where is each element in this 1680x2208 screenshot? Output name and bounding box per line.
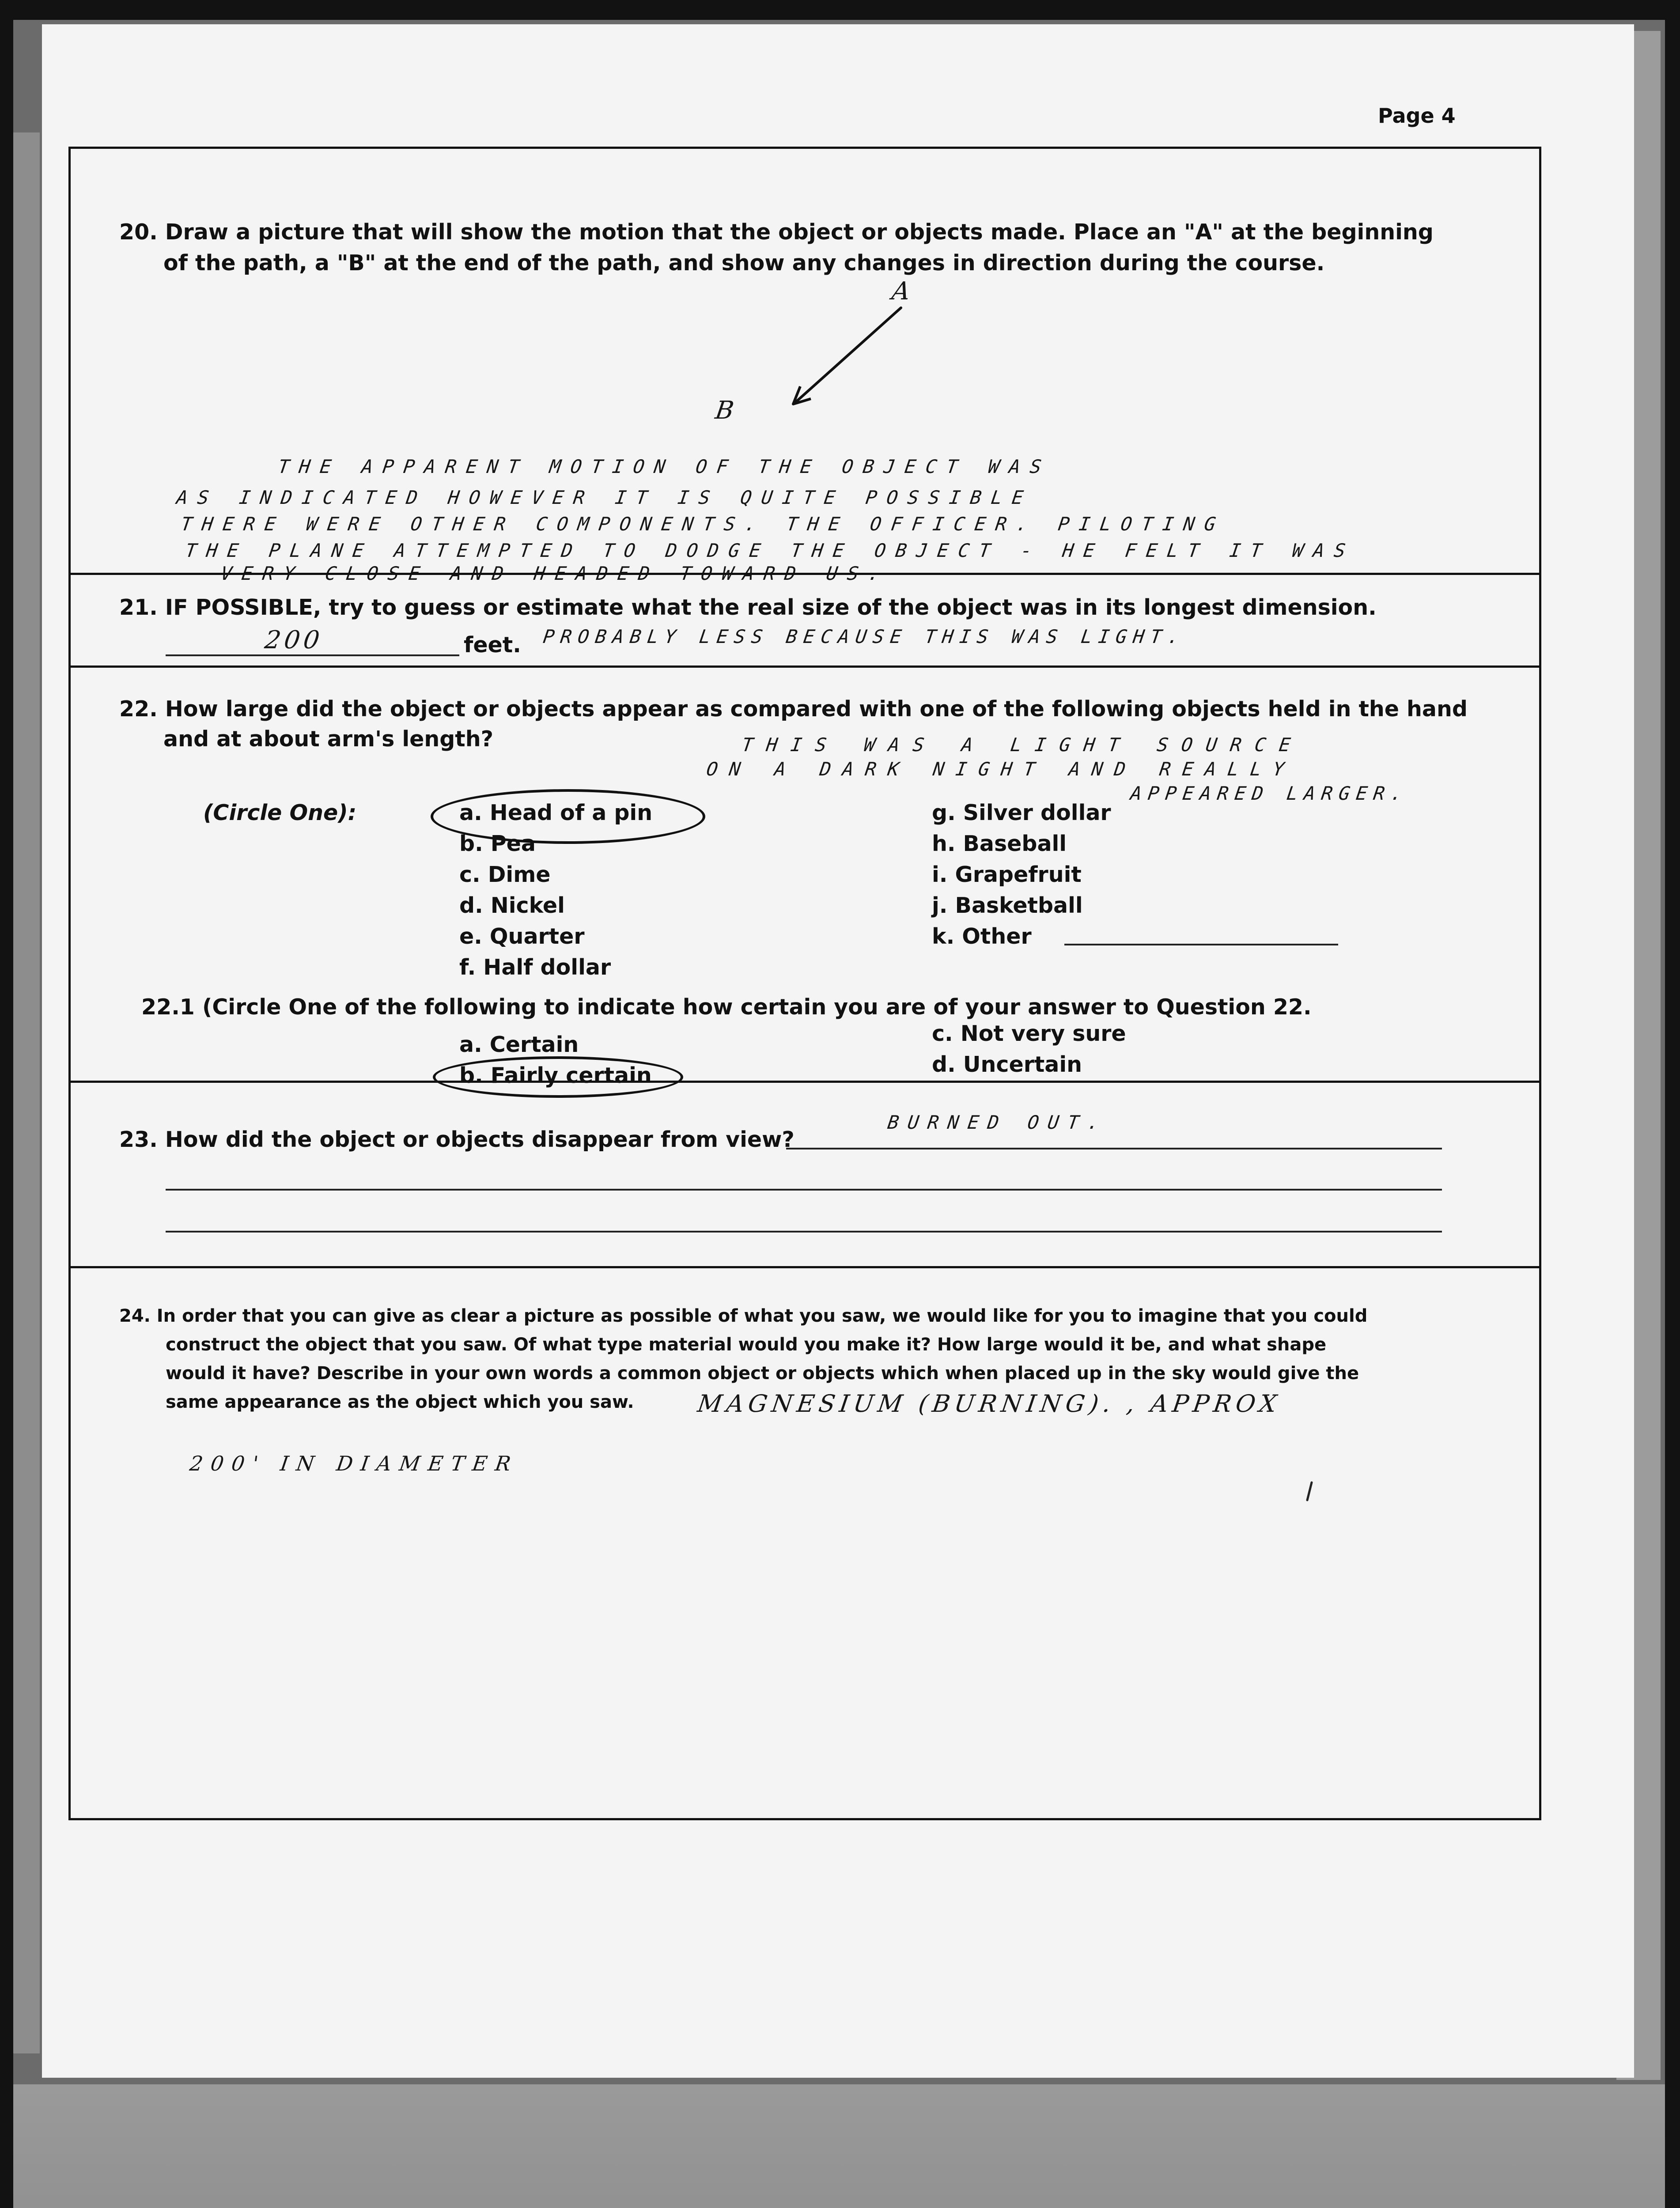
q22-line2: and at about arm's length? bbox=[163, 726, 494, 752]
q22-1-text: 22.1 (Circle One of the following to indicate how certain you are of your answer to Question 22. bbox=[141, 994, 1312, 1020]
q20-handwriting-4: THE PLANE ATTEMPTED TO DODGE THE OBJECT - HE FELT IT WAS bbox=[184, 540, 1357, 561]
questionnaire-box bbox=[68, 147, 1541, 1820]
q22-1-option-d: d. Uncertain bbox=[932, 1052, 1082, 1077]
page-number: Page 4 bbox=[1378, 104, 1456, 128]
q22-option-k: k. Other bbox=[932, 924, 1032, 949]
q22-1-option-a: a. Certain bbox=[459, 1032, 579, 1057]
q22-option-e: e. Quarter bbox=[459, 924, 585, 949]
q21-answer: 200 bbox=[263, 626, 325, 654]
q22-circle-instruction: (Circle One): bbox=[203, 800, 357, 825]
background-page-left bbox=[13, 132, 40, 2053]
q21-text: 21. IF POSSIBLE, try to guess or estimate what the real size of the object was in its longest dimension. bbox=[119, 595, 1377, 620]
q22-option-d: d. Nickel bbox=[459, 893, 565, 918]
q20-handwriting-5: VERY CLOSE AND HEADED TOWARD US. bbox=[219, 563, 891, 584]
q20-label-a: A bbox=[890, 277, 916, 306]
q23-answer: BURNED OUT. bbox=[886, 1112, 1109, 1133]
q22-handwriting-1: THIS WAS A LIGHT SOURCE bbox=[740, 734, 1305, 756]
q24-line2: construct the object that you saw. Of what type material would you make it? How large would it be, and what shape bbox=[166, 1335, 1327, 1355]
q21-unit: feet. bbox=[464, 632, 521, 658]
q22-option-i: i. Grapefruit bbox=[932, 862, 1082, 887]
q22-option-f: f. Half dollar bbox=[459, 955, 611, 980]
q24-line3: would it have? Describe in your own words a common object or objects which when placed up in the sky would give the bbox=[166, 1363, 1359, 1384]
q22-line1: 22. How large did the object or objects appear as compared with one of the following objects held in the hand bbox=[119, 696, 1468, 722]
q22-1-option-c: c. Not very sure bbox=[932, 1021, 1126, 1046]
q24-line4: same appearance as the object which you saw. bbox=[166, 1392, 634, 1412]
q24-line1: 24. In order that you can give as clear a picture as possible of what you saw, we would like for you to imagine that you could bbox=[119, 1306, 1368, 1326]
q24-answer-1: MAGNESIUM (BURNING). , APPROX bbox=[696, 1390, 1283, 1418]
q22-handwriting-2: ON A DARK NIGHT AND REALLY bbox=[705, 758, 1297, 780]
q22-option-c: c. Dime bbox=[459, 862, 551, 887]
pen-mark bbox=[71, 149, 1544, 1822]
q20-handwriting-2: AS INDICATED HOWEVER IT IS QUITE POSSIBLE bbox=[175, 487, 1035, 508]
q22-option-j: j. Basketball bbox=[932, 893, 1083, 918]
q22-option-b: b. Pea bbox=[459, 831, 536, 856]
q22-option-a: a. Head of a pin bbox=[459, 800, 653, 825]
q22-1-option-b: b. Fairly certain bbox=[459, 1063, 652, 1088]
q22-option-h: h. Baseball bbox=[932, 831, 1067, 856]
q21-note: PROBABLY LESS BECAUSE THIS WAS LIGHT. bbox=[541, 626, 1187, 647]
q23-text: 23. How did the object or objects disappear from view? bbox=[119, 1127, 795, 1152]
q20-label-b: B bbox=[713, 396, 739, 425]
q20-handwriting-1: THE APPARENT MOTION OF THE OBJECT WAS bbox=[276, 456, 1053, 477]
q22-handwriting-3: APPEARED LARGER. bbox=[1129, 783, 1410, 804]
q20-line2: of the path, a "B" at the end of the path, and show any changes in direction during the course. bbox=[163, 250, 1325, 276]
q20-line1: 20. Draw a picture that will show the motion that the object or objects made. Place an "A" at the beginning bbox=[119, 219, 1434, 245]
q24-answer-2: 200' IN DIAMETER bbox=[188, 1452, 520, 1475]
form-page bbox=[42, 24, 1634, 2078]
scan-background bbox=[13, 2084, 1665, 2208]
q22-option-g: g. Silver dollar bbox=[932, 800, 1111, 825]
q20-handwriting-3: THERE WERE OTHER COMPONENTS. THE OFFICER. PILOTING bbox=[179, 513, 1227, 535]
